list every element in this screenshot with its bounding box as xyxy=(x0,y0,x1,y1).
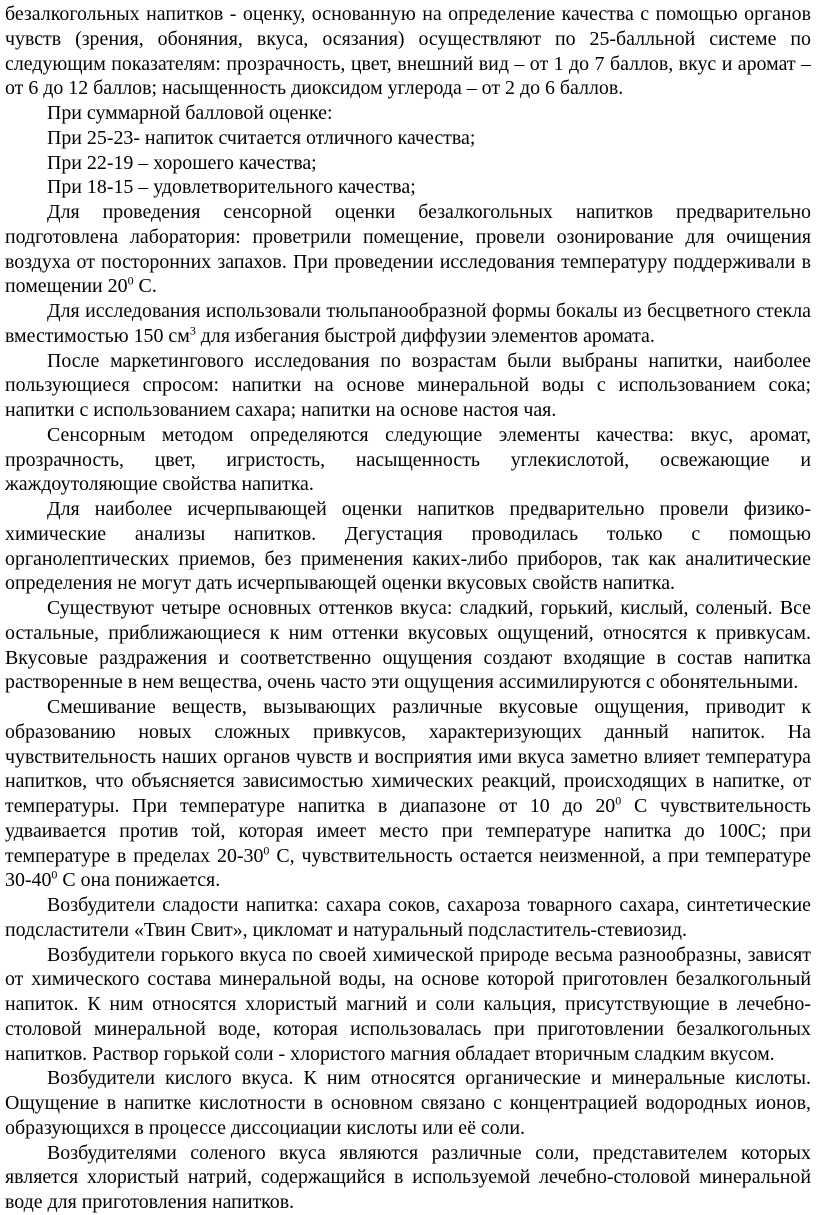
paragraph-quality-elements: Сенсорным методом определяются следующие элементы качества: вкус, аромат, прозрачность, цвет, игристость, насыщенность углекислотой, освежающие и жаждоутоляющие свойства напитка. xyxy=(5,423,811,496)
paragraph-marketing-research: После маркетингового исследования по возрастам были выбраны напитки, наиболее пользующиеся спросом: напитки на основе минеральной воды с использованием сока; напитки с использованием сахара; напитки на основе настоя чая. xyxy=(5,349,811,421)
paragraph-laboratory: Для проведения сенсорной оценки безалкогольных напитков предварительно подготовлена лаборатория: проветрили помещение, провели озонирование для очищения воздуха от посторонних запахов. При проведении исследования температуру поддерживали в помещении $20^0$ С. xyxy=(5,201,811,298)
paragraph-taste-shades: Существуют четыре основных оттенков вкуса: сладкий, горький, кислый, соленый. Все остальные, приближающиеся к ним оттенки вкусовых ощущений, относятся к привкусам. Вкусовые раздражения и соответственно ощущения создают входящие в состав напитка растворенные в нем вещества, очень часто эти ощущения ассимилируются с обонятельными. xyxy=(5,597,811,694)
paragraph-saltiness: Возбудителями соленого вкуса являются различные соли, представителем которых является хлористый натрий, содержащийся в используемой лечебно-столовой минеральной воде для приготовления напитков. xyxy=(5,1141,811,1213)
paragraph-temperature: Смешивание веществ, вызывающих различные вкусовые ощущения, приводит к образованию новых сложных привкусов, характеризующих данный напиток. На чувствительность наших органов чувств и восприятия ими вкуса заметно влияет температура напитков, что объясняется зависимостью химических реакций, происходящих в напитке, от температуры. При температуре напитка в диапазоне от 10 до $20^0$ С чувствительность удваивается против той, которая имеет место при температуре напитка до 100С; при температуре в пределах $20-30^0$ С, чувствительность остается неизменной, а при температуре $30-40^0$ С она понижается. xyxy=(5,696,812,892)
paragraph-analyses: Для наиболее исчерпывающей оценки напитков предварительно провели физико-химические анализы напитков. Дегустация проводилась только с помощью органолептических приемов, без применения каких-либо приборов, так как аналитические определения не могут дать исчерпывающей оценки вкусовых свойств напитка. xyxy=(5,498,811,595)
paragraph-score-good: При 22-19 – хорошего качества; xyxy=(47,151,317,174)
paragraph-evaluation-system: безалкогольных напитков - оценку, основанную на определение качества с помощью органов чувств (зрения, обоняния, вкуса, осязания) осуществляют по 25-балльной системе по следующим показателям: прозрачность, цвет, внешний вид – от 1 до 7 баллов, вкус и аромат – от 6 до 12 баллов; насыщенность диоксидом углерода – от 2 до 6 баллов. xyxy=(5,3,811,100)
paragraph-sweetness: Возбудители сладости напитка: сахара соков, сахароза товарного сахара, синтетические подсластители «Твин Свит», цикломат и натуральный подсластитель-стевиозид. xyxy=(5,894,811,941)
paragraph-sourness: Возбудители кислого вкуса. К ним относятся органические и минеральные кислоты. Ощущение в напитке кислотности в основном связано с концентрацией водородных ионов, образующихся в процессе диссоциации кислоты или её соли. xyxy=(5,1067,811,1139)
paragraph-glasses: Для исследования использовали тюльпанообразной формы бокалы из бесцветного стекла вместимостью 150 $см^3$ для избегания быстрой диффузии элементов аромата. xyxy=(5,300,811,347)
paragraph-bitterness: Возбудители горького вкуса по своей химической природе весьма разнообразны, зависят от химического состава минеральной воды, на основе которой приготовлен безалкогольный напиток. К ним относятся хлористый магний и соли кальция, присутствующие в лечебно-столовой минеральной воде, которая использовалась при приготовлении безалкогольных напитков. Раствор горькой соли - хлористого магния обладает вторичным сладким вкусом. xyxy=(5,943,811,1065)
paragraph-score-satisfactory: При 18-15 – удовлетворительного качества; xyxy=(47,176,416,199)
paragraph-score-excellent: При 25-23- напиток считается отличного качества; xyxy=(47,126,476,149)
paragraph-total-score: При суммарной балловой оценке: xyxy=(47,102,333,124)
